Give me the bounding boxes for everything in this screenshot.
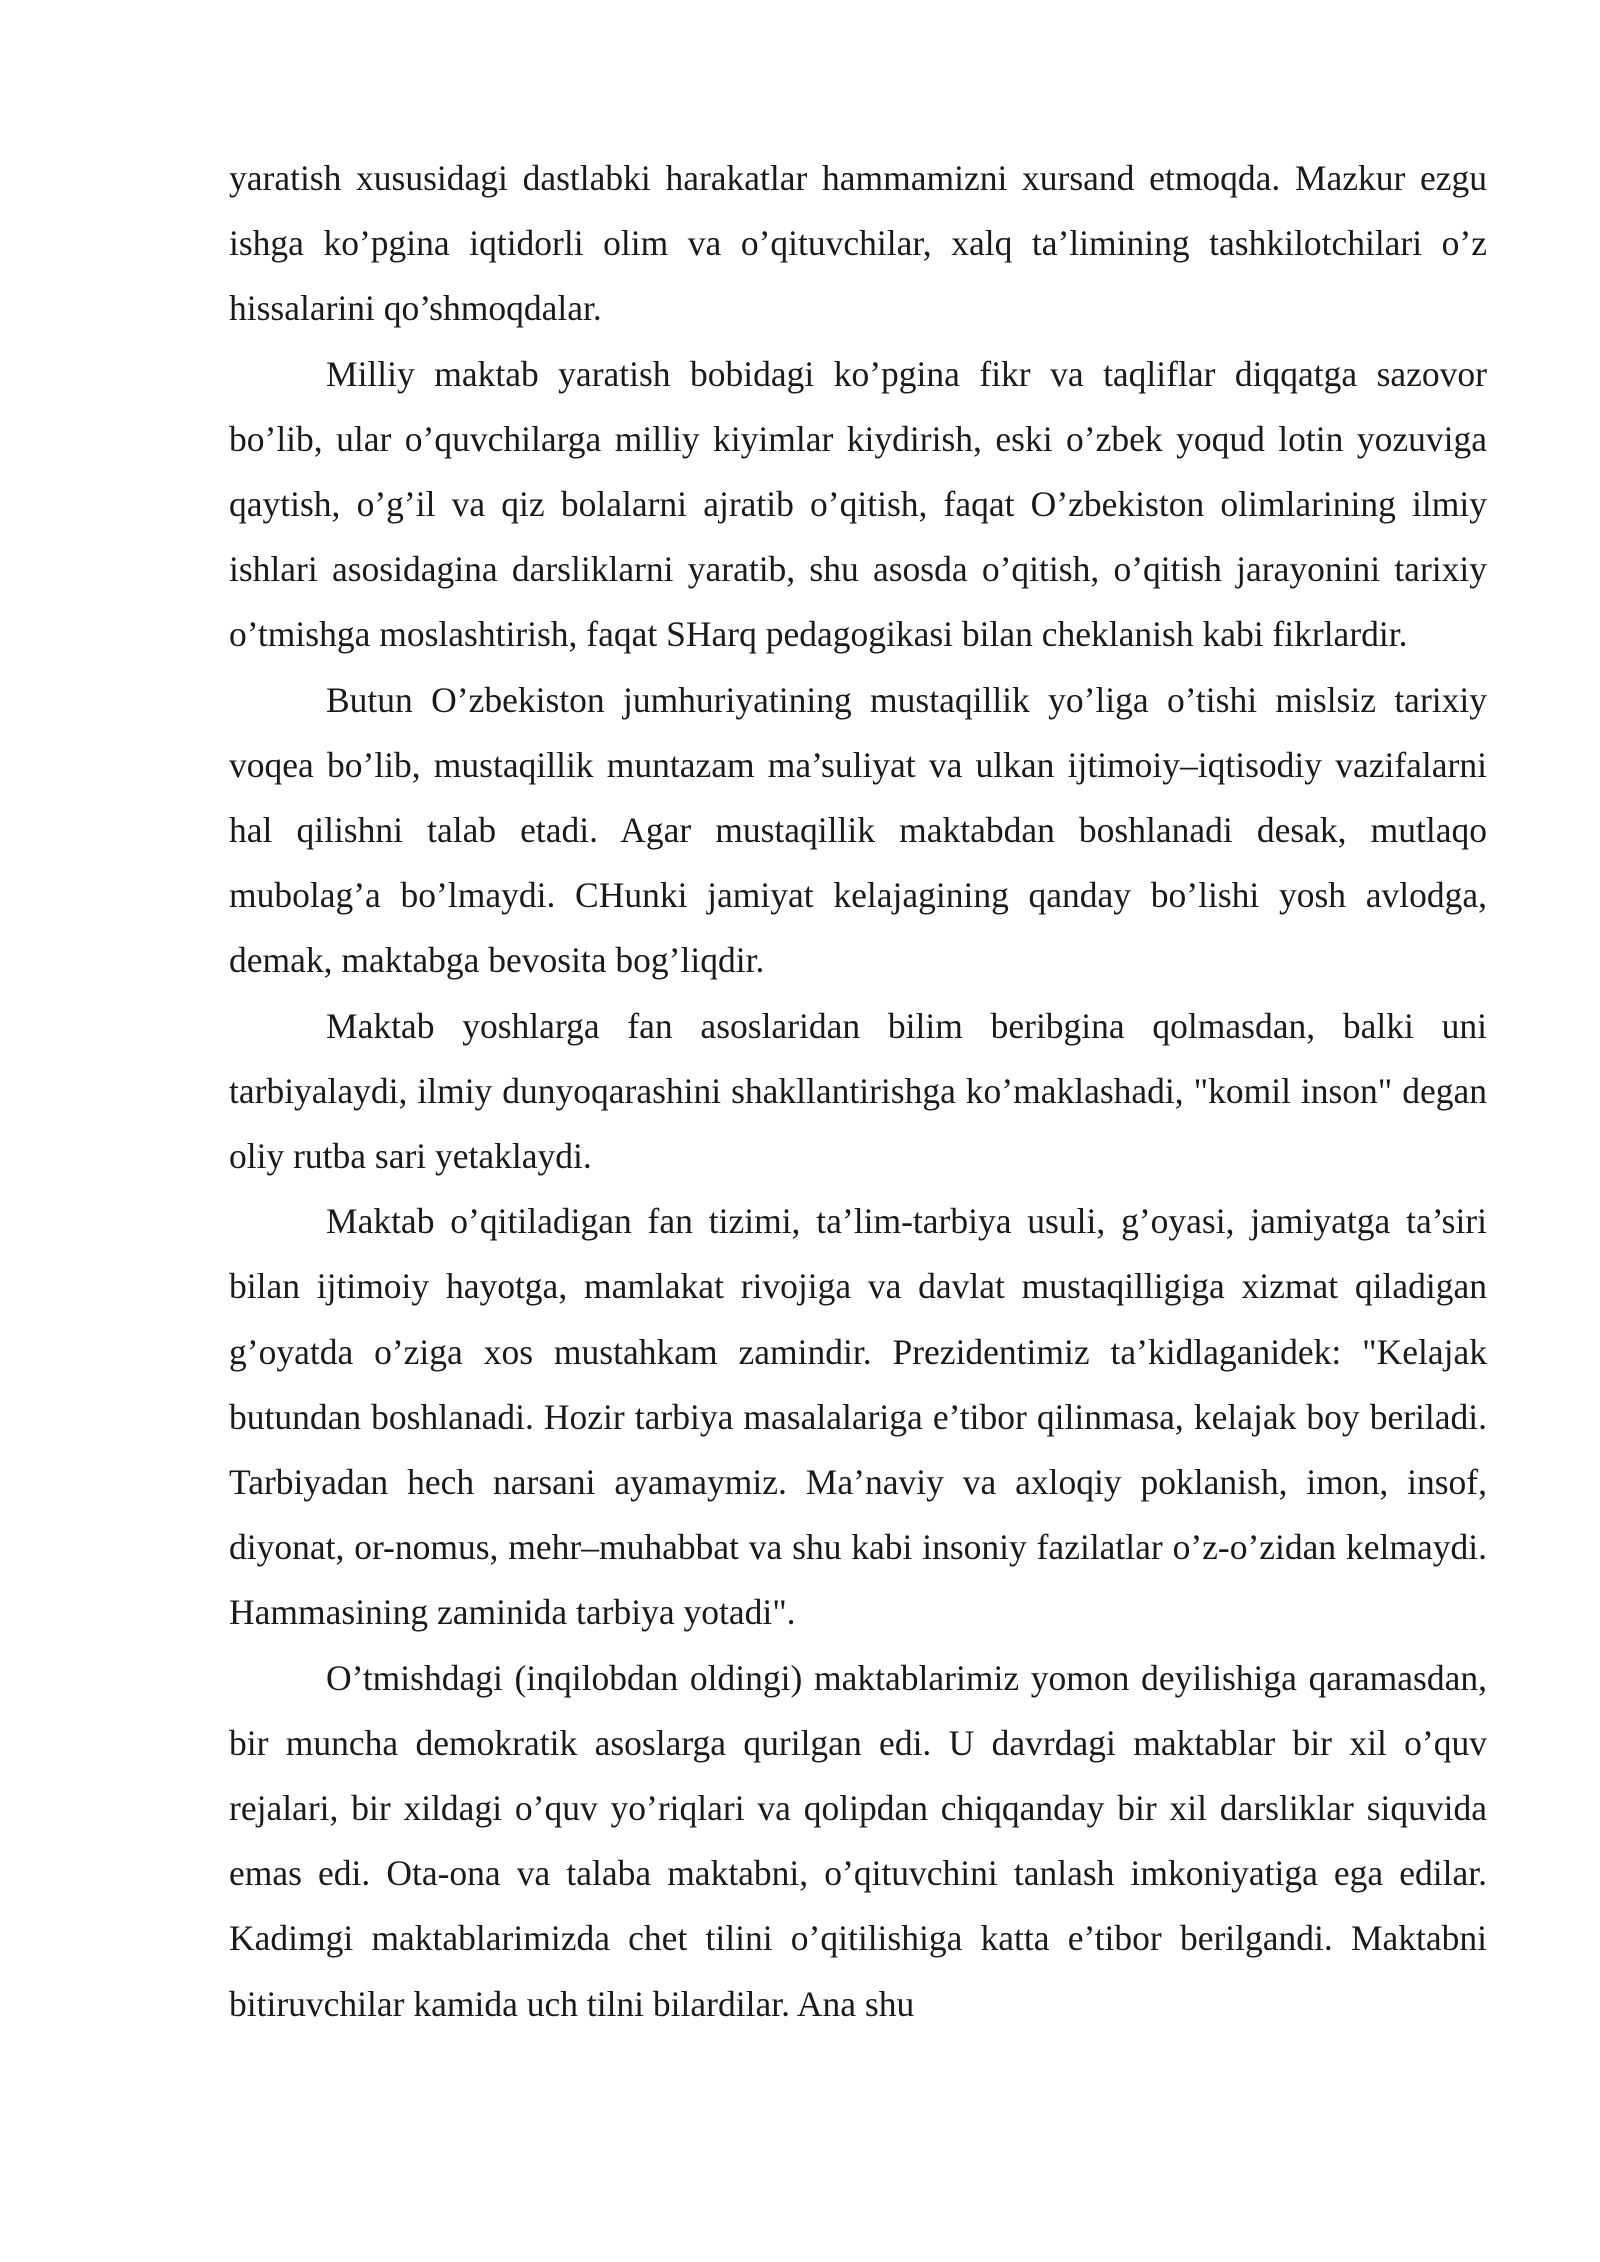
paragraph: Maktab yoshlarga fan asoslaridan bilim beribgina qolmasdan, balki uni tarbiyalaydi, ilmiy dunyoqarashini shakllantirishga ko’maklashadi, "komil inson" degan oliy rutba sari yetaklaydi. [229, 1005, 1487, 1177]
paragraph: Maktab o’qitiladigan fan tizimi, ta’lim-tarbiya usuli, g’oyasi, jamiyatga ta’siri bilan ijtimoiy hayotga, mamlakat rivojiga va davlat mustaqilligiga xizmat qiladigan g’oyatda o’ziga xos mustahkam zamindir. Prezidentimiz ta’kidlaganidek: "Kelajak butundan boshlanadi. Hozir tarbiya masalalariga e’tibor qilinmasa, kelajak boy beriladi. Tarbiyadan hech narsani ayamaymiz. Ma’naviy va axloqiy poklanish, imon, insof, diyonat, or-nomus, mehr–muhabbat va shu kabi insoniy fazilatlar o’z-o’zidan kelmaydi. Hammasining zaminida tarbiya yotadi". [229, 1201, 1487, 1633]
paragraph: Butun O’zbekiston jumhuriyatining mustaqillik yo’liga o’tishi mislsiz tarixiy voqea bo’lib, mustaqillik muntazam ma’suliyat va ulkan ijtimoiy–iqtisodiy vazifalarni hal qilishni talab etadi. Agar mustaqillik maktabdan boshlanadi desak, mutlaqo mubolag’a bo’lmaydi. CHunki jamiyat kelajagining qanday bo’lishi yosh avlodga, demak, maktabga bevosita bog’liqdir. [229, 679, 1487, 981]
paragraph: Milliy maktab yaratish bobidagi ko’pgina fikr va taqliflar diqqatga sazovor bo’lib, ular o’quvchilarga milliy kiyimlar kiydirish, eski o’zbek yoqud lotin yozuviga qaytish, o’g’il va qiz bolalarni ajratib o’qitish, faqat O’zbekiston olimlarining ilmiy ishlari asosidagina darsliklarni yaratib, shu asosda o’qitish, o’qitish jarayonini tarixiy o’tmishga moslashtirish, faqat SHarq pedagogikasi bilan cheklanish kabi fikrlardir. [229, 353, 1487, 655]
paragraph-continued: yaratish xususidagi dastlabki harakatlar hammamizni xursand etmoqda. Mazkur ezgu ishga ko’pgina iqtidorli olim va o’qituvchilar, xalq ta’limining tashkilotchilari o’z hissalarini qo’shmoqdalar. [229, 158, 1487, 329]
paragraph: O’tmishdagi (inqilobdan oldingi) maktablarimiz yomon deyilishiga qaramasdan, bir muncha demokratik asoslarga qurilgan edi. U davrdagi maktablar bir xil o’quv rejalari, bir xildagi o’quv yo’riqlari va qolipdan chiqqanday bir xil darsliklar siquvida emas edi. Ota-ona va talaba maktabni, o’qituvchini tanlash imkoniyatiga ega edilar. Kadimgi maktablarimizda chet tilini o’qitilishiga katta e’tibor berilgandi. Maktabni bitiruvchilar kamida uch tilni bilardilar. Ana shu [229, 1657, 1487, 2024]
document-body [229, 146, 1487, 2037]
